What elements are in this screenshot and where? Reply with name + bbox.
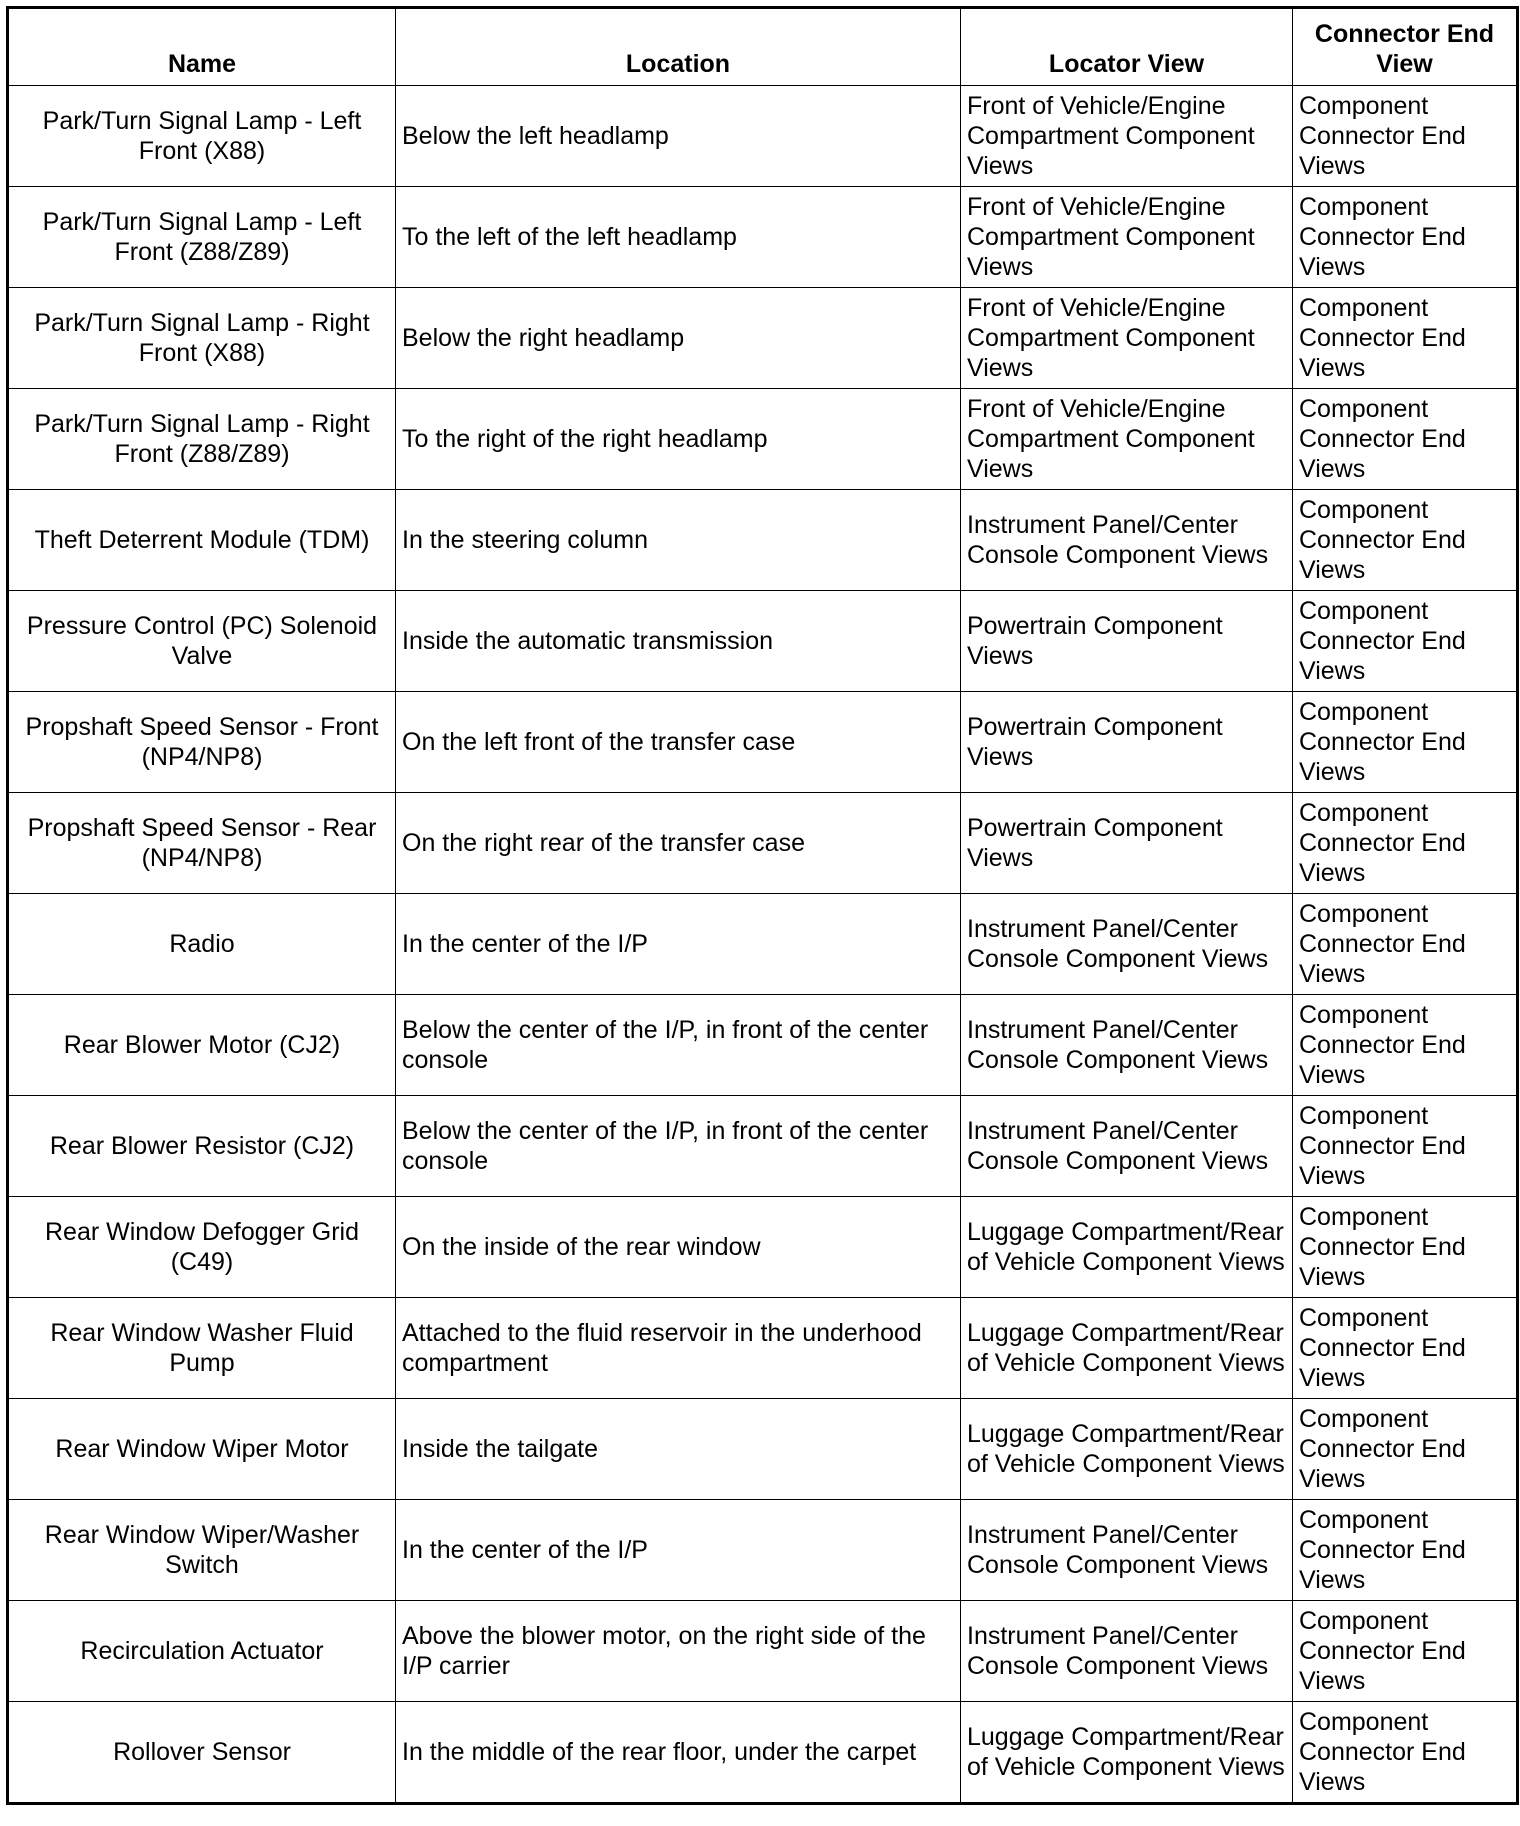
cell-locator-view: Front of Vehicle/Engine Compartment Component Views <box>961 288 1293 389</box>
cell-location: Inside the automatic transmission <box>396 591 961 692</box>
cell-locator-view: Luggage Compartment/Rear of Vehicle Component Views <box>961 1399 1293 1500</box>
cell-name: Pressure Control (PC) Solenoid Valve <box>8 591 396 692</box>
cell-locator-view: Powertrain Component Views <box>961 793 1293 894</box>
cell-name: Rear Blower Resistor (CJ2) <box>8 1096 396 1197</box>
cell-location: Below the center of the I/P, in front of the center console <box>396 1096 961 1197</box>
cell-locator-view: Instrument Panel/Center Console Component Views <box>961 894 1293 995</box>
cell-connector-end-view: Component Connector End Views <box>1293 1197 1518 1298</box>
cell-locator-view: Instrument Panel/Center Console Component Views <box>961 1601 1293 1702</box>
table-row <box>8 86 1518 187</box>
cell-name: Rear Blower Motor (CJ2) <box>8 995 396 1096</box>
cell-connector-end-view: Component Connector End Views <box>1293 591 1518 692</box>
cell-connector-end-view: Component Connector End Views <box>1293 1399 1518 1500</box>
cell-connector-end-view: Component Connector End Views <box>1293 389 1518 490</box>
cell-name: Park/Turn Signal Lamp - Left Front (Z88/Z89) <box>8 187 396 288</box>
cell-location: On the inside of the rear window <box>396 1197 961 1298</box>
cell-location: Below the center of the I/P, in front of the center console <box>396 995 961 1096</box>
cell-connector-end-view: Component Connector End Views <box>1293 1096 1518 1197</box>
cell-locator-view: Instrument Panel/Center Console Component Views <box>961 1500 1293 1601</box>
cell-connector-end-view: Component Connector End Views <box>1293 692 1518 793</box>
table-row <box>8 894 1518 995</box>
cell-name: Recirculation Actuator <box>8 1601 396 1702</box>
cell-name: Rollover Sensor <box>8 1702 396 1804</box>
cell-name: Rear Window Defogger Grid (C49) <box>8 1197 396 1298</box>
cell-connector-end-view: Component Connector End Views <box>1293 1500 1518 1601</box>
table-row <box>8 1197 1518 1298</box>
cell-connector-end-view: Component Connector End Views <box>1293 490 1518 591</box>
cell-location: To the right of the right headlamp <box>396 389 961 490</box>
cell-name: Propshaft Speed Sensor - Front (NP4/NP8) <box>8 692 396 793</box>
cell-connector-end-view: Component Connector End Views <box>1293 86 1518 187</box>
cell-location: To the left of the left headlamp <box>396 187 961 288</box>
cell-connector-end-view: Component Connector End Views <box>1293 1298 1518 1399</box>
cell-location: Attached to the fluid reservoir in the underhood compartment <box>396 1298 961 1399</box>
cell-location: Below the right headlamp <box>396 288 961 389</box>
cell-location: In the center of the I/P <box>396 1500 961 1601</box>
cell-locator-view: Front of Vehicle/Engine Compartment Component Views <box>961 389 1293 490</box>
cell-name: Rear Window Washer Fluid Pump <box>8 1298 396 1399</box>
table-body <box>8 86 1518 1804</box>
cell-connector-end-view: Component Connector End Views <box>1293 1601 1518 1702</box>
table-row <box>8 187 1518 288</box>
cell-connector-end-view: Component Connector End Views <box>1293 793 1518 894</box>
cell-location: On the right rear of the transfer case <box>396 793 961 894</box>
column-header-name: Name <box>8 8 396 86</box>
table-row <box>8 1601 1518 1702</box>
cell-locator-view: Luggage Compartment/Rear of Vehicle Component Views <box>961 1197 1293 1298</box>
cell-name: Park/Turn Signal Lamp - Right Front (Z88/Z89) <box>8 389 396 490</box>
cell-location: In the steering column <box>396 490 961 591</box>
table-row <box>8 1702 1518 1804</box>
table-header-row <box>8 8 1518 86</box>
cell-locator-view: Powertrain Component Views <box>961 692 1293 793</box>
cell-locator-view: Powertrain Component Views <box>961 591 1293 692</box>
cell-name: Park/Turn Signal Lamp - Right Front (X88) <box>8 288 396 389</box>
cell-connector-end-view: Component Connector End Views <box>1293 288 1518 389</box>
table-row <box>8 1298 1518 1399</box>
cell-name: Radio <box>8 894 396 995</box>
cell-connector-end-view: Component Connector End Views <box>1293 894 1518 995</box>
cell-locator-view: Luggage Compartment/Rear of Vehicle Component Views <box>961 1702 1293 1804</box>
cell-name: Propshaft Speed Sensor - Rear (NP4/NP8) <box>8 793 396 894</box>
cell-name: Park/Turn Signal Lamp - Left Front (X88) <box>8 86 396 187</box>
table-row <box>8 995 1518 1096</box>
cell-locator-view: Luggage Compartment/Rear of Vehicle Component Views <box>961 1298 1293 1399</box>
column-header-connector-end-view: Connector End View <box>1293 8 1518 86</box>
table-row <box>8 591 1518 692</box>
cell-connector-end-view: Component Connector End Views <box>1293 995 1518 1096</box>
column-header-locator-view: Locator View <box>961 8 1293 86</box>
table-row <box>8 1500 1518 1601</box>
cell-connector-end-view: Component Connector End Views <box>1293 187 1518 288</box>
cell-name: Rear Window Wiper Motor <box>8 1399 396 1500</box>
component-locator-document <box>6 6 1516 1820</box>
cell-locator-view: Instrument Panel/Center Console Component Views <box>961 1096 1293 1197</box>
cell-location: Above the blower motor, on the right side of the I/P carrier <box>396 1601 961 1702</box>
cell-locator-view: Front of Vehicle/Engine Compartment Component Views <box>961 187 1293 288</box>
cell-location: Below the left headlamp <box>396 86 961 187</box>
table-row <box>8 288 1518 389</box>
cell-name: Rear Window Wiper/Washer Switch <box>8 1500 396 1601</box>
cell-location: In the middle of the rear floor, under the carpet <box>396 1702 961 1804</box>
component-locator-table <box>6 6 1519 1805</box>
column-header-location: Location <box>396 8 961 86</box>
table-row <box>8 1096 1518 1197</box>
cell-locator-view: Instrument Panel/Center Console Component Views <box>961 995 1293 1096</box>
cell-locator-view: Front of Vehicle/Engine Compartment Component Views <box>961 86 1293 187</box>
table-row <box>8 793 1518 894</box>
cell-location: On the left front of the transfer case <box>396 692 961 793</box>
cell-locator-view: Instrument Panel/Center Console Component Views <box>961 490 1293 591</box>
cell-name: Theft Deterrent Module (TDM) <box>8 490 396 591</box>
cell-connector-end-view: Component Connector End Views <box>1293 1702 1518 1804</box>
table-row <box>8 389 1518 490</box>
table-row <box>8 692 1518 793</box>
table-row <box>8 490 1518 591</box>
table-row <box>8 1399 1518 1500</box>
cell-location: Inside the tailgate <box>396 1399 961 1500</box>
cell-location: In the center of the I/P <box>396 894 961 995</box>
